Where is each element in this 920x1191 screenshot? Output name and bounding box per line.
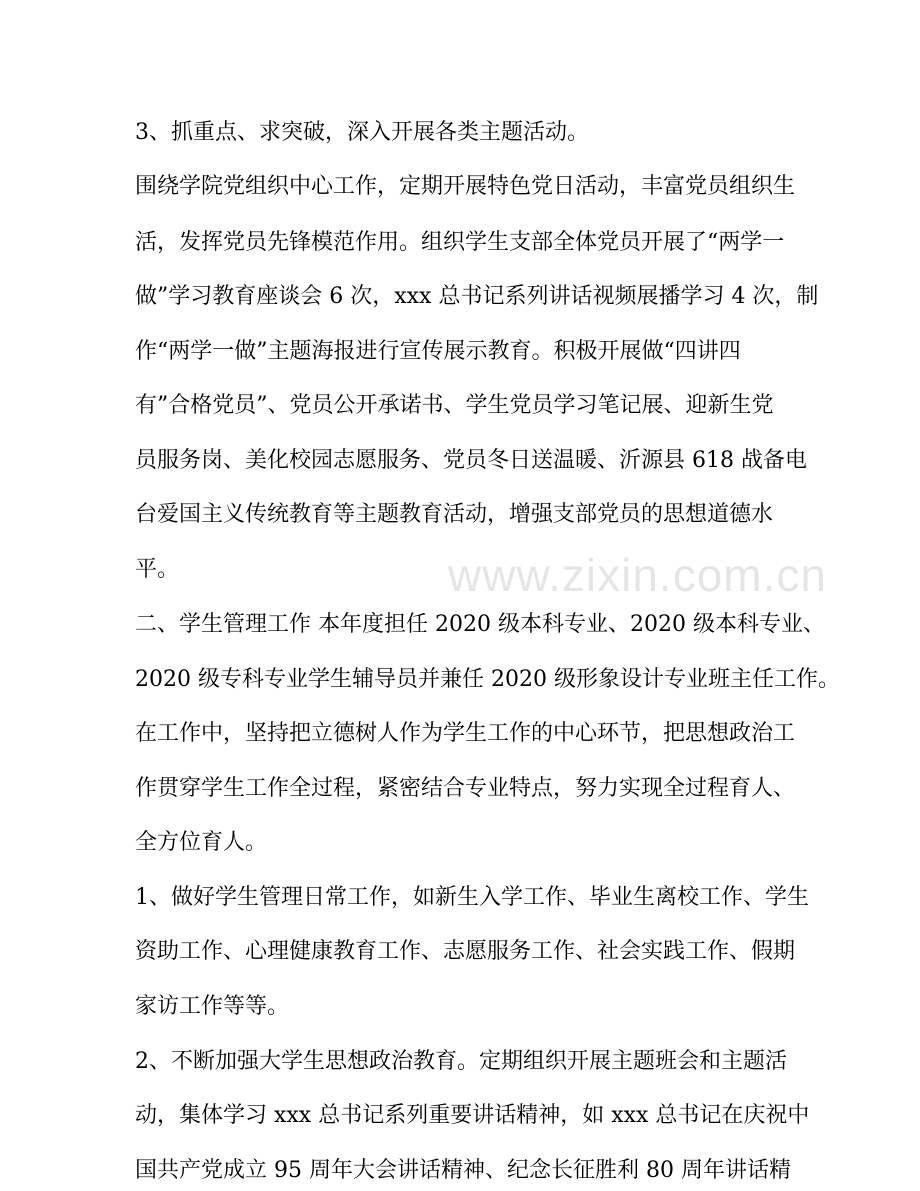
text-line: 员服务岗、美化校园志愿服务、党员冬日送温暖、沂源县 618 战备电 [135,448,807,473]
text-line: 台爱国主义传统教育等主题教育活动，增强支部党员的思想道德水 [135,502,774,527]
text-line: 作贯穿学生工作全过程，紧密结合专业特点，努力实现全过程育人、 [135,776,796,801]
text-line: 1、做好学生管理日常工作，如新生入学工作、毕业生离校工作、学生 [135,885,809,910]
text-line: 活，发挥党员先锋模范作用。组织学生支部全体党员开展了“两学一 [135,230,785,255]
text-line: 家访工作等等。 [135,994,290,1019]
text-line: 在工作中，坚持把立德树人作为学生工作的中心环节，把思想政治工 [135,721,796,746]
text-line: 资助工作、心理健康教育工作、志愿服务工作、社会实践工作、假期 [135,939,796,964]
text-line: 作“两学一做”主题海报进行宣传展示教育。积极开展做“四讲四 [135,339,741,364]
text-line: 国共产党成立 95 周年大会讲话精神、纪念长征胜利 80 周年讲话精 [135,1158,791,1183]
text-line: 有”合格党员”、党员公开承诺书、学生党员学习笔记展、迎新生党 [135,393,774,418]
text-line: 动，集体学习 xxx 总书记系列重要讲话精神，如 xxx 总书记在庆祝中 [135,1103,810,1128]
text-line: 二、学生管理工作 本年度担任 2020 级本科专业、2020 级本科专业、 [135,612,825,637]
text-line: 3、抓重点、求突破，深入开展各类主题活动。 [135,120,589,145]
text-line: 2、不断加强大学生思想政治教育。定期组织开展主题班会和主题活 [135,1049,787,1074]
text-line: 围绕学院党组织中心工作，定期开展特色党日活动，丰富党员组织生 [135,174,796,199]
text-line: 全方位育人。 [135,830,268,855]
text-line: 2020 级专科专业学生辅导员并兼任 2020 级形象设计专业班主任工作。 [135,667,840,692]
text-line: 平。 [135,557,180,582]
text-line: 做”学习教育座谈会 6 次，xxx 总书记系列讲话视频展播学习 4 次，制 [135,284,819,309]
watermark: www.zixin.com.cn [448,549,827,601]
